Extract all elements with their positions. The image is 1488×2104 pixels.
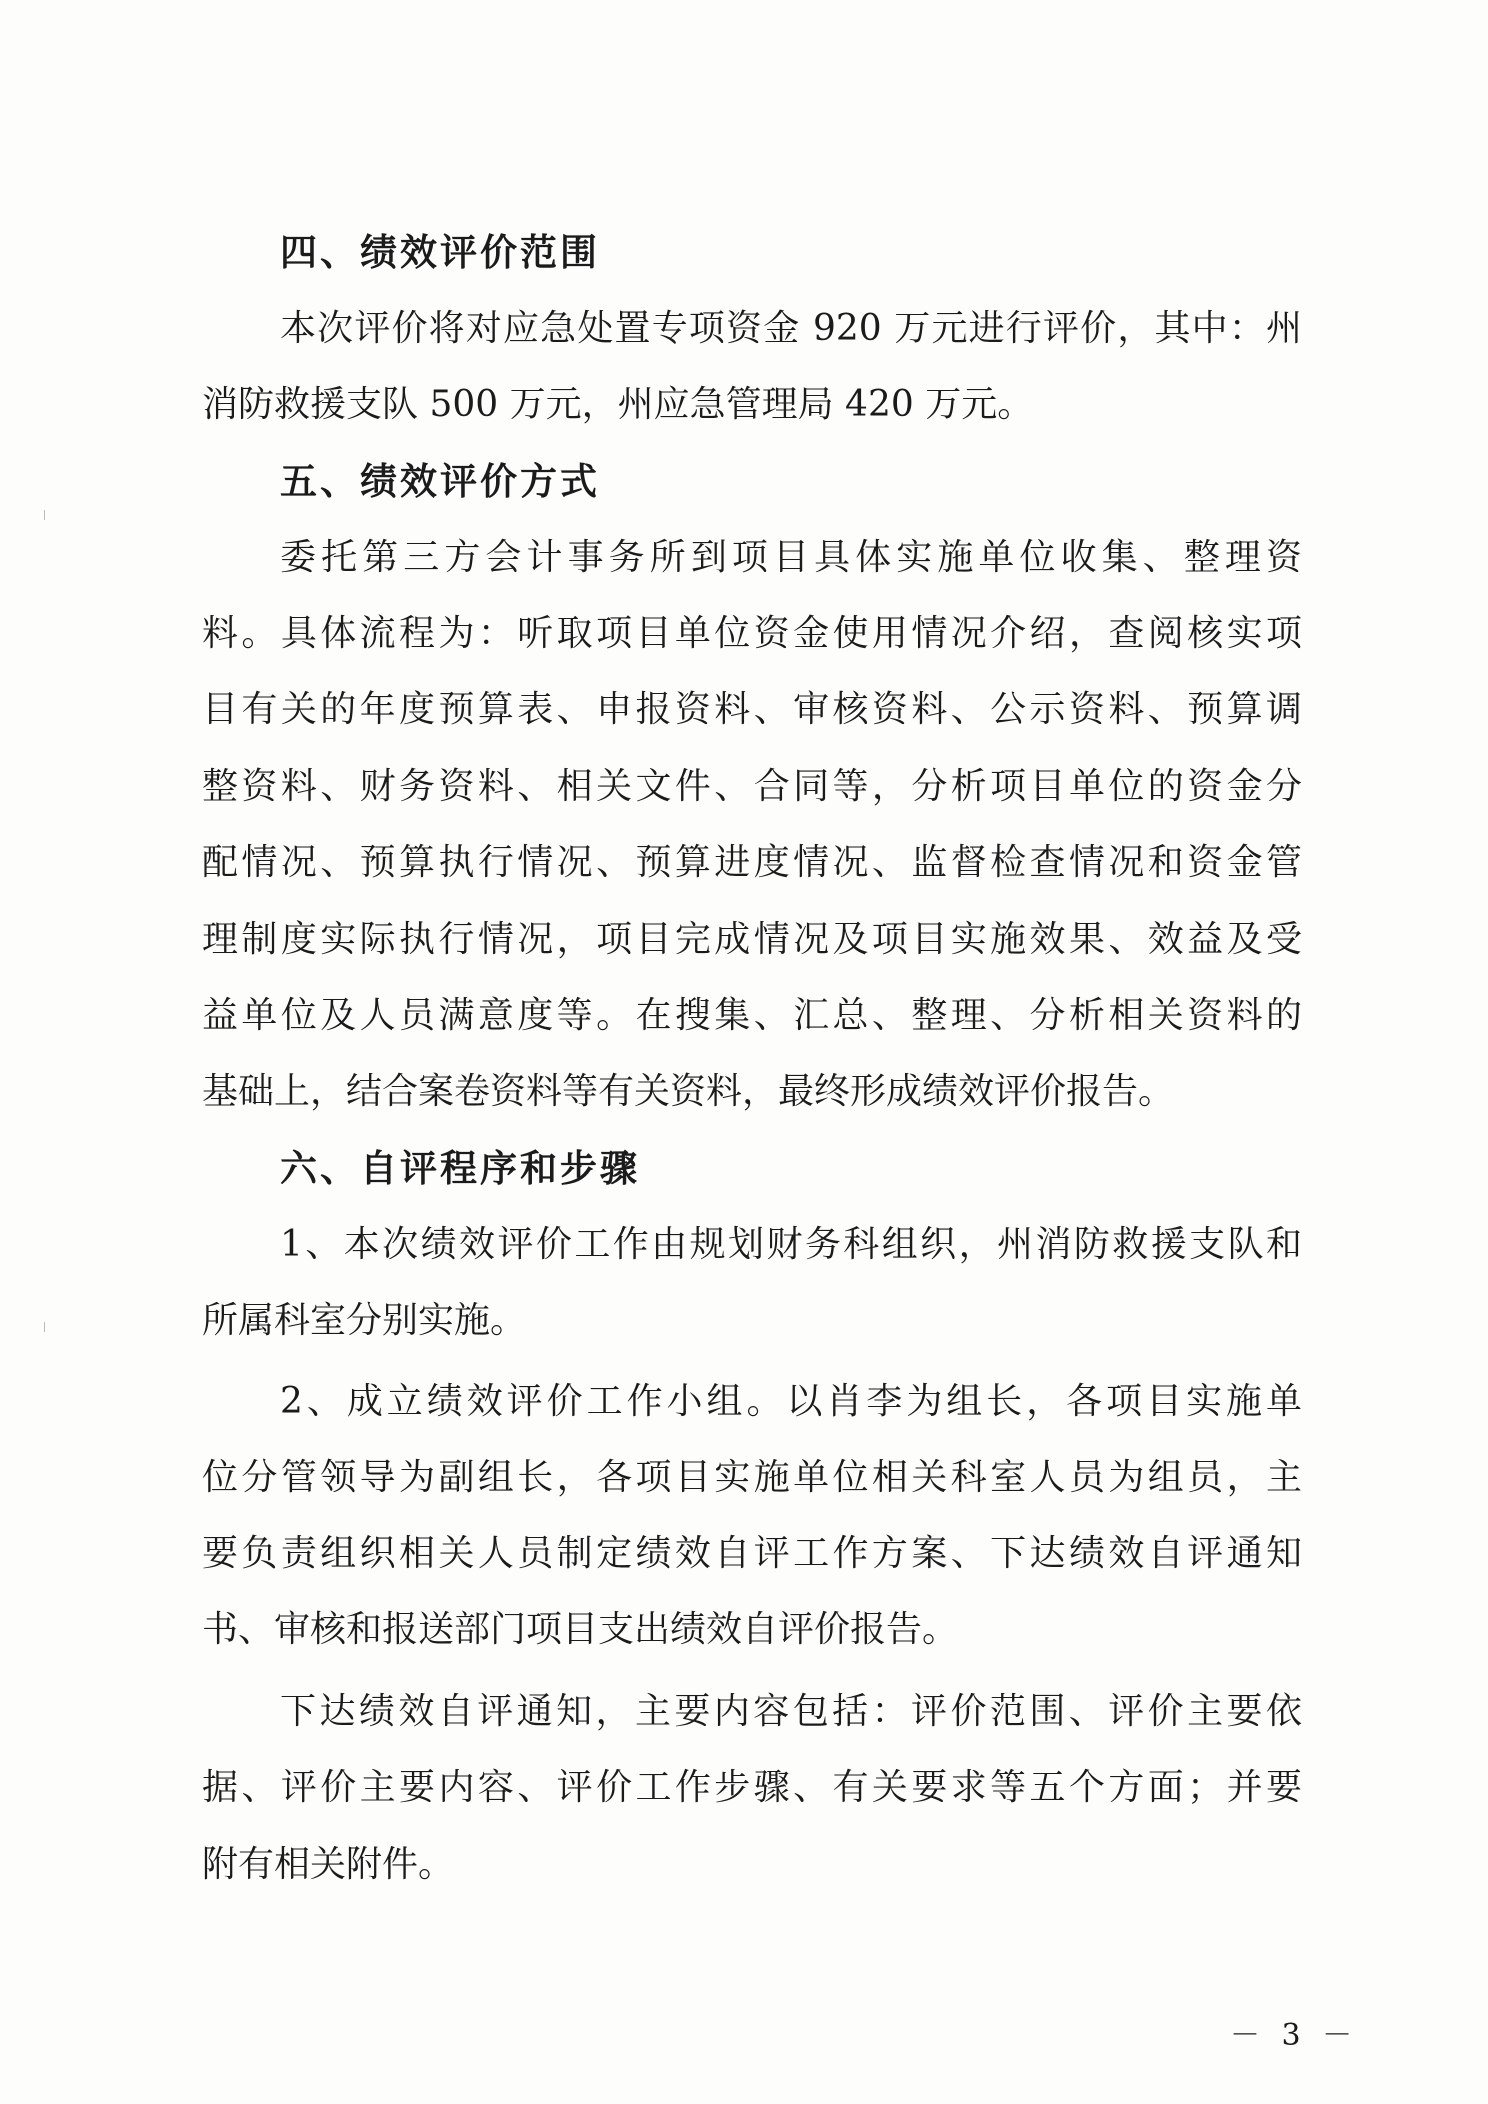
page-number: － 3 － (1230, 2018, 1359, 2053)
paragraph-line: 据、评价主要内容、评价工作步骤、有关要求等五个方面；并要 (202, 1767, 1302, 1808)
paragraph-line: 消防救援支队 500 万元，州应急管理局 420 万元。 (202, 384, 1034, 425)
paragraph-line: 配情况、预算执行情况、预算进度情况、监督检查情况和资金管 (202, 842, 1302, 883)
paragraph-line: 下达绩效自评通知，主要内容包括：评价范围、评价主要依 (280, 1691, 1302, 1732)
paragraph-line: 委托第三方会计事务所到项目具体实施单位收集、整理资 (280, 537, 1302, 578)
paragraph-line: 附有相关附件。 (202, 1844, 455, 1885)
paragraph-line: 所属科室分别实施。 (202, 1300, 527, 1341)
paragraph-line: 书、审核和报送部门项目支出绩效自评价报告。 (202, 1609, 959, 1650)
section-heading-6: 六、自评程序和步骤 (280, 1146, 640, 1190)
paragraph-line: 益单位及人员满意度等。在搜集、汇总、整理、分析相关资料的 (202, 995, 1302, 1036)
scan-mark (44, 510, 45, 520)
paragraph-line: 整资料、财务资料、相关文件、合同等，分析项目单位的资金分 (202, 766, 1302, 807)
paragraph-line: 1、本次绩效评价工作由规划财务科组织，州消防救援支队和 (280, 1224, 1302, 1265)
paragraph-line: 理制度实际执行情况，项目完成情况及项目实施效果、效益及受 (202, 919, 1302, 960)
scan-mark (44, 1322, 45, 1332)
paragraph-line: 位分管领导为副组长，各项目实施单位相关科室人员为组员，主 (202, 1457, 1302, 1498)
section-heading-4: 四、绩效评价范围 (280, 230, 600, 274)
paragraph-line: 料。具体流程为：听取项目单位资金使用情况介绍，查阅核实项 (202, 613, 1302, 654)
paragraph-line: 基础上，结合案卷资料等有关资料，最终形成绩效评价报告。 (202, 1071, 1175, 1112)
paragraph-line: 要负责组织相关人员制定绩效自评工作方案、下达绩效自评通知 (202, 1533, 1302, 1574)
paragraph-line: 目有关的年度预算表、申报资料、审核资料、公示资料、预算调 (202, 689, 1302, 730)
paragraph-line: 2、成立绩效评价工作小组。以肖李为组长，各项目实施单 (280, 1381, 1302, 1422)
paragraph-line: 本次评价将对应急处置专项资金 920 万元进行评价，其中：州 (280, 308, 1302, 349)
section-heading-5: 五、绩效评价方式 (280, 459, 600, 503)
